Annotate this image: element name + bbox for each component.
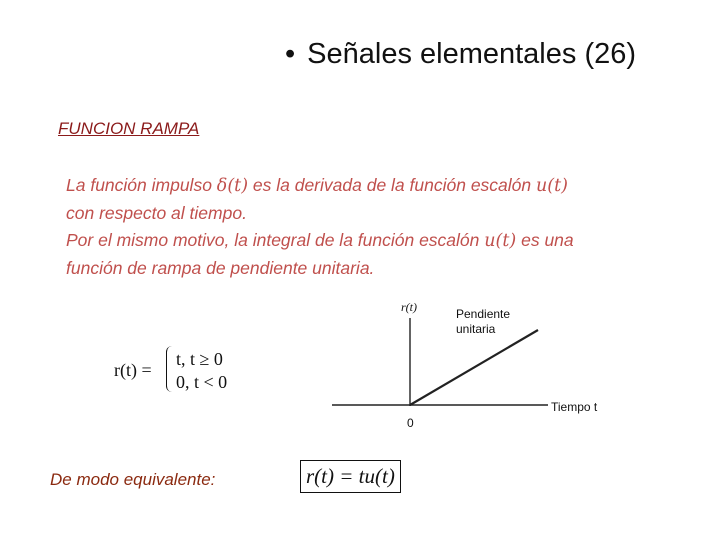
delta-symbol: δ(t) (216, 176, 249, 196)
piecewise-case-1: t, t ≥ 0 (176, 349, 223, 369)
body-line-4: función de rampa de pendiente unitaria. (66, 258, 375, 278)
body-text (66, 172, 686, 282)
body-line-3: Por el mismo motivo, la integral de la función escalón u(t) es una (66, 230, 574, 251)
piecewise-case-2: 0, t < 0 (176, 372, 228, 392)
title-text: Señales elementales (26) (307, 38, 637, 70)
ramp-graph (330, 296, 650, 436)
equivalent-label: De modo equivalente: (50, 470, 216, 489)
step-symbol: u(t) (536, 176, 568, 196)
slope-label-2: unitaria (456, 322, 496, 336)
ramp-line (410, 330, 538, 405)
body-line-1: La función impulso δ(t) es la derivada de la función escalón u(t) (66, 175, 568, 196)
piecewise-definition (110, 338, 270, 404)
origin-label: 0 (407, 416, 414, 430)
piecewise-lhs: r(t) = (114, 360, 152, 380)
step-symbol-2: u(t) (484, 231, 517, 251)
title-bullet: • (285, 38, 296, 70)
body-line-2: con respecto al tiempo. (66, 203, 247, 223)
slide-title (285, 38, 636, 71)
section-heading: FUNCION RAMPA (58, 119, 200, 138)
formula-box (300, 460, 401, 493)
slope-label-1: Pendiente (456, 307, 511, 321)
y-axis-label: r(t) (401, 300, 417, 314)
formula-text: r(t) = tu(t) (306, 464, 395, 488)
x-axis-label: Tiempo t (551, 400, 598, 414)
